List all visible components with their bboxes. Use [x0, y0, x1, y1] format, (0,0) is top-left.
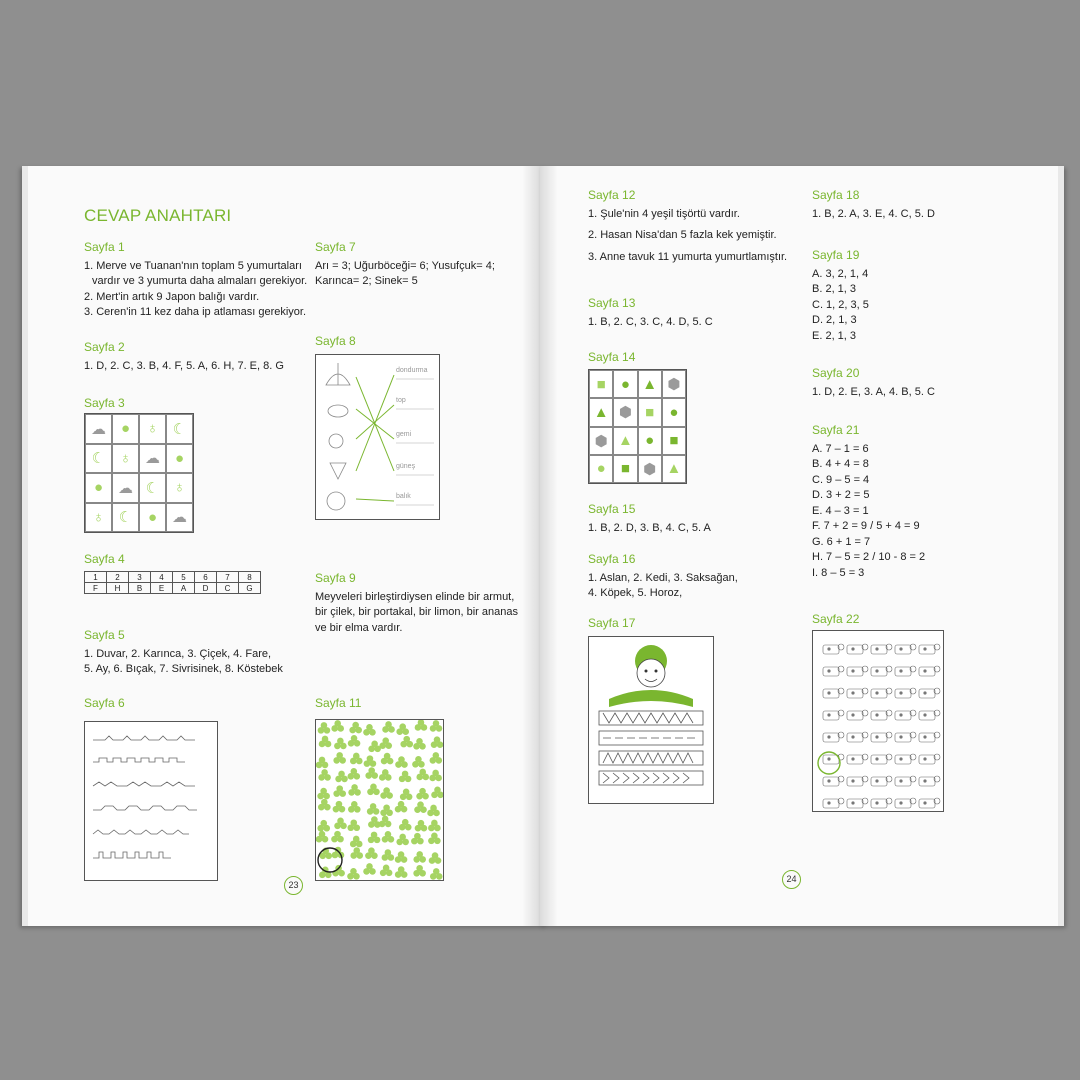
page-number: 24	[782, 870, 801, 889]
sayfa5-label: Sayfa 5	[84, 628, 125, 642]
sayfa13-section	[588, 296, 713, 330]
sayfa3-cell: ♁	[112, 444, 139, 474]
clover-shape	[318, 769, 331, 781]
sayfa13-label: Sayfa 13	[588, 296, 636, 310]
clover-shape	[367, 783, 380, 795]
sayfa1-line: 2. Mert'in artık 9 Japon balığı vardır.	[84, 290, 260, 303]
cow-shape	[871, 754, 892, 764]
sayfa3-cell: ☾	[112, 503, 139, 533]
sayfa7-section	[315, 240, 495, 290]
sayfa15-section	[588, 502, 711, 536]
sayfa20-section	[812, 366, 935, 400]
sayfa4-letter-cell: C	[217, 583, 239, 594]
cow-shape	[895, 644, 916, 654]
sayfa14-cell: ■	[638, 398, 662, 426]
cow-shape	[919, 776, 940, 786]
cow-shape	[823, 644, 844, 654]
sayfa16-section	[588, 552, 738, 602]
sayfa15-label: Sayfa 15	[588, 502, 636, 516]
clover-shape	[429, 770, 442, 782]
sayfa4-number-cell: 6	[195, 572, 217, 583]
clover-shape	[400, 789, 413, 801]
sayfa14-cell: ▲	[589, 398, 613, 426]
clover-shape	[365, 847, 378, 859]
clover-shape	[413, 865, 426, 877]
cow-shape	[895, 776, 916, 786]
cow-shape	[847, 710, 868, 720]
clover-shape	[400, 736, 413, 748]
sayfa17-label: Sayfa 17	[588, 616, 636, 630]
sayfa2-answer: 1. D, 2. C, 3. B, 4. F, 5. A, 6. H, 7. E, 8. G	[84, 359, 284, 372]
word-top: top	[396, 397, 406, 404]
sayfa1-line: vardır ve 3 yumurta daha almaları gerekiyor.	[92, 275, 308, 287]
clover-shape	[415, 820, 428, 832]
sayfa14-grid	[588, 369, 687, 484]
clover-shape	[331, 831, 344, 843]
cow-shape	[823, 732, 844, 742]
clover-shape	[318, 799, 331, 811]
clover-shape	[430, 720, 443, 732]
sayfa21-line: F. 7 + 2 = 9 / 5 + 4 = 9	[812, 520, 920, 532]
sayfa7-label: Sayfa 7	[315, 240, 356, 254]
clover-shape	[380, 865, 393, 877]
sayfa4-letter-cell: G	[239, 583, 261, 594]
clover-shape	[335, 771, 348, 783]
sayfa14-cell: ●	[613, 370, 637, 398]
sayfa20-answer: 1. D, 2. E, 3. A, 4. B, 5. C	[812, 385, 935, 398]
clover-shape	[368, 816, 381, 828]
clover-shape	[350, 836, 363, 848]
clover-shape	[333, 801, 346, 813]
sayfa5-line: 1. Duvar, 2. Karınca, 3. Çiçek, 4. Fare,	[84, 647, 272, 660]
sayfa3-cell: ☁	[112, 473, 139, 503]
clover-shape	[319, 736, 332, 748]
cow-shape	[847, 754, 868, 764]
sayfa12-label: Sayfa 12	[588, 188, 636, 202]
sayfa19-line: B. 2, 1, 3	[812, 283, 857, 295]
sayfa3-cell: ☁	[85, 414, 112, 444]
clover-shape	[428, 820, 441, 832]
sayfa4-letter-cell: A	[173, 583, 195, 594]
page-number: 23	[284, 876, 303, 895]
sayfa14-section	[588, 350, 635, 369]
clover-shape	[348, 735, 361, 747]
clover-shape	[411, 833, 424, 845]
clover-shape	[399, 819, 412, 831]
clover-shape	[431, 736, 443, 748]
sayfa9-label: Sayfa 9	[315, 571, 356, 585]
clover-shape	[416, 769, 429, 781]
clover-shape	[396, 723, 409, 735]
sayfa11-clover-image	[315, 719, 444, 881]
clover-shape	[368, 741, 381, 753]
clover-shape	[427, 805, 440, 817]
clover-shape	[318, 722, 331, 734]
sayfa21-line: B. 4 + 4 = 8	[812, 458, 869, 470]
clover-shape	[413, 851, 426, 863]
sayfa2-section	[84, 340, 284, 374]
sayfa12-line: 1. Şule'nin 4 yeşil tişörtü vardır.	[588, 207, 740, 220]
sayfa1-line: 3. Ceren'in 11 kez daha ip atlaması gerekiyor.	[84, 306, 307, 318]
clover-shape	[347, 819, 360, 831]
cow-shape	[847, 732, 868, 742]
clover-shape	[382, 849, 395, 861]
sayfa5-line: 5. Ay, 6. Bıçak, 7. Sivrisinek, 8. Köstebek	[84, 663, 283, 675]
sayfa3-section	[84, 396, 125, 415]
word-dondurma: dondurma	[396, 367, 428, 374]
sayfa8-matching-image	[315, 354, 440, 520]
sayfa13-answer: 1. B, 2. C, 3. C, 4. D, 5. C	[588, 315, 713, 328]
sayfa4-number-cell: 2	[107, 572, 129, 583]
cow-shape	[847, 666, 868, 676]
sayfa7-line: Karınca= 2; Sinek= 5	[315, 275, 418, 287]
sayfa4-number-cell: 1	[85, 572, 107, 583]
clover-shape	[350, 753, 363, 765]
clover-shape	[415, 720, 428, 731]
cow-shape	[895, 666, 916, 676]
cow-shape	[919, 754, 940, 764]
sayfa14-cell: ■	[589, 370, 613, 398]
page-title: CEVAP ANAHTARI	[84, 206, 232, 225]
sayfa21-section	[812, 423, 925, 581]
cow-shape	[919, 710, 940, 720]
cow-shape	[895, 732, 916, 742]
word-gemi: gemi	[396, 431, 412, 438]
cow-shape	[895, 798, 916, 808]
cow-shape	[871, 776, 892, 786]
sayfa14-cell: ⬢	[638, 455, 662, 483]
sayfa3-grid	[84, 413, 194, 533]
sayfa16-line: 4. Köpek, 5. Horoz,	[588, 587, 683, 599]
sayfa9-section	[315, 571, 518, 636]
sayfa3-cell: ●	[139, 503, 166, 533]
clover-shape	[333, 785, 346, 797]
clover-shape	[395, 756, 408, 768]
sayfa4-label: Sayfa 4	[84, 552, 125, 566]
clover-shape	[382, 831, 395, 843]
sayfa3-cell: ●	[85, 473, 112, 503]
sayfa16-line: 1. Aslan, 2. Kedi, 3. Saksağan,	[588, 571, 738, 584]
clover-shape	[379, 816, 392, 828]
cow-shape	[895, 688, 916, 698]
cow-shape	[823, 754, 844, 764]
clover-shape	[368, 832, 381, 844]
sayfa19-line: D. 2, 1, 3	[812, 314, 857, 326]
clover-shape	[316, 831, 328, 843]
clover-shape	[316, 757, 328, 769]
word-gunes: güneş	[396, 463, 416, 470]
cow-shape	[823, 666, 844, 676]
cow-shape	[919, 688, 940, 698]
sayfa20-label: Sayfa 20	[812, 366, 860, 380]
cow-shape	[919, 644, 940, 654]
sayfa3-cell: ☁	[139, 444, 166, 474]
clover-shape	[414, 801, 427, 813]
sayfa19-line: E. 2, 1, 3	[812, 329, 857, 342]
clover-shape	[379, 737, 392, 749]
clover-shape	[379, 769, 392, 781]
clover-shape	[395, 851, 408, 863]
clover-shape	[348, 768, 361, 780]
sayfa14-cell: ■	[662, 427, 686, 455]
clover-shape	[367, 803, 380, 815]
sayfa21-line: C. 9 – 5 = 4	[812, 473, 870, 486]
sayfa8-section	[315, 334, 356, 353]
sayfa16-label: Sayfa 16	[588, 552, 636, 566]
clover-shape	[363, 724, 376, 736]
sayfa14-cell: ▲	[662, 455, 686, 483]
sayfa19-label: Sayfa 19	[812, 248, 860, 262]
clover-shape	[350, 847, 363, 859]
sayfa3-label: Sayfa 3	[84, 396, 125, 410]
clover-shape	[416, 788, 429, 800]
sayfa14-cell: ●	[589, 455, 613, 483]
clover-shape	[333, 752, 346, 764]
sayfa12-line: 2. Hasan Nisa'dan 5 fazla kek yemiştir.	[588, 229, 777, 241]
sayfa14-cell: ⬢	[662, 370, 686, 398]
clover-shape	[331, 720, 344, 732]
cow-shape	[895, 710, 916, 720]
sayfa3-cell: ♁	[85, 503, 112, 533]
sayfa6-pattern-image	[84, 721, 218, 881]
sayfa21-line: A. 7 – 1 = 6	[812, 442, 869, 455]
sayfa3-cell: ☾	[166, 414, 193, 444]
clover-shape	[399, 771, 412, 783]
word-balik: balık	[396, 493, 411, 500]
clover-shape	[380, 787, 393, 799]
answer-circle	[318, 848, 342, 872]
clover-shape	[428, 832, 441, 844]
sayfa21-line: E. 4 – 3 = 1	[812, 504, 869, 517]
sayfa22-label: Sayfa 22	[812, 612, 860, 626]
sayfa18-answer: 1. B, 2. A, 3. E, 4. C, 5. D	[812, 207, 935, 220]
right-page	[540, 166, 1064, 926]
cow-shape	[919, 666, 940, 676]
sayfa9-line: ve bir elma vardır.	[315, 621, 403, 634]
sayfa19-line: C. 1, 2, 3, 5	[812, 298, 869, 311]
sayfa3-cell: ●	[166, 444, 193, 474]
sayfa14-cell: ■	[613, 455, 637, 483]
sayfa4-letter-cell: F	[85, 583, 107, 594]
clover-shape	[431, 787, 443, 799]
cow-shape	[871, 798, 892, 808]
cow-shape	[871, 732, 892, 742]
sayfa3-cell: ☁	[166, 503, 193, 533]
sayfa3-cell: ☾	[85, 444, 112, 474]
sayfa9-line: Meyveleri birleştirdiysen elinde bir armut,	[315, 590, 515, 603]
clover-shape	[381, 753, 394, 765]
sayfa14-cell: ▲	[638, 370, 662, 398]
clover-shape	[317, 820, 330, 832]
sayfa22-section	[812, 612, 859, 631]
sayfa5-section	[84, 628, 283, 678]
sayfa1-label: Sayfa 1	[84, 240, 125, 254]
sayfa4-letter-cell: D	[195, 583, 217, 594]
clover-shape	[382, 721, 395, 733]
book-gutter	[522, 166, 558, 926]
clover-shape	[349, 722, 362, 734]
clover-shape	[364, 755, 377, 767]
sayfa3-cell: ☾	[139, 473, 166, 503]
sayfa21-line: I. 8 – 5 = 3	[812, 566, 865, 579]
sayfa21-line: D. 3 + 2 = 5	[812, 489, 870, 501]
clover-shape	[429, 852, 442, 864]
sayfa14-cell: ▲	[613, 427, 637, 455]
sayfa1-line: 1. Merve ve Tuanan'nın toplam 5 yumurtaları	[84, 259, 302, 272]
clover-shape	[412, 756, 425, 768]
sayfa14-cell: ⬢	[589, 427, 613, 455]
clover-shape	[396, 834, 409, 846]
sayfa15-answer: 1. B, 2. D, 3. B, 4. C, 5. A	[588, 521, 711, 534]
sayfa17-scarf-image	[588, 636, 714, 804]
cow-shape	[919, 732, 940, 742]
sayfa4-table	[84, 571, 261, 594]
sayfa14-cell: ⬢	[613, 398, 637, 426]
cow-shape	[823, 798, 844, 808]
sayfa1-section	[84, 240, 308, 321]
sayfa7-line: Arı = 3; Uğurböceği= 6; Yusufçuk= 4;	[315, 259, 495, 272]
cow-shape	[823, 710, 844, 720]
cow-shape	[823, 688, 844, 698]
sayfa6-section	[84, 696, 125, 715]
sayfa22-cow-image	[812, 630, 944, 812]
sayfa17-section	[588, 616, 635, 635]
cow-shape	[919, 798, 940, 808]
cow-shape	[895, 754, 916, 764]
cow-shape	[847, 644, 868, 654]
sayfa4-number-cell: 5	[173, 572, 195, 583]
sayfa4-letter-cell: H	[107, 583, 129, 594]
sayfa4-number-cell: 3	[129, 572, 151, 583]
clover-shape	[348, 801, 361, 813]
clover-shape	[413, 738, 426, 750]
clover-shape	[348, 784, 361, 796]
sayfa19-section	[812, 248, 869, 344]
sayfa3-cell: ♁	[139, 414, 166, 444]
cow-shape	[871, 710, 892, 720]
sayfa4-number-cell: 4	[151, 572, 173, 583]
clover-shape	[395, 866, 408, 878]
sayfa6-label: Sayfa 6	[84, 696, 125, 710]
sayfa4-letter-cell: B	[129, 583, 151, 594]
sayfa18-section	[812, 188, 935, 222]
sayfa2-label: Sayfa 2	[84, 340, 125, 354]
sayfa12-section	[588, 188, 787, 265]
sayfa14-label: Sayfa 14	[588, 350, 636, 364]
clover-shape	[365, 767, 378, 779]
sayfa21-line: G. 6 + 1 = 7	[812, 535, 871, 548]
clover-shape	[380, 804, 393, 816]
clover-shape	[363, 863, 376, 875]
sayfa4-number-cell: 7	[217, 572, 239, 583]
cow-shape	[847, 776, 868, 786]
sayfa14-cell: ●	[662, 398, 686, 426]
sayfa3-cell: ●	[112, 414, 139, 444]
sayfa4-letter-cell: E	[151, 583, 173, 594]
left-page	[22, 166, 546, 926]
cow-shape	[871, 666, 892, 676]
clover-shape	[430, 752, 443, 764]
clover-shape	[334, 738, 347, 750]
sayfa18-label: Sayfa 18	[812, 188, 860, 202]
sayfa4-number-cell: 8	[239, 572, 261, 583]
sayfa11-section	[315, 696, 361, 715]
cow-shape	[871, 688, 892, 698]
sayfa4-section	[84, 552, 125, 571]
cow-shape	[847, 798, 868, 808]
cow-shape	[871, 644, 892, 654]
sayfa11-label: Sayfa 11	[315, 696, 362, 710]
clover-shape	[430, 868, 443, 880]
cow-shape	[847, 688, 868, 698]
sayfa8-label: Sayfa 8	[315, 334, 356, 348]
clover-shape	[317, 788, 330, 800]
sayfa12-line: 3. Anne tavuk 11 yumurta yumurtlamıştır.	[588, 250, 788, 263]
sayfa21-label: Sayfa 21	[812, 423, 860, 437]
open-book	[22, 166, 1058, 926]
cow-shape	[823, 776, 844, 786]
sayfa21-line: H. 7 – 5 = 2 / 10 - 8 = 2	[812, 551, 926, 563]
clover-shape	[347, 868, 360, 880]
clover-shape	[334, 818, 347, 830]
sayfa19-line: A. 3, 2, 1, 4	[812, 267, 869, 280]
sayfa9-line: bir çilek, bir portakal, bir limon, bir ananas	[315, 606, 518, 618]
clover-shape	[395, 801, 408, 813]
sayfa14-cell: ●	[638, 427, 662, 455]
sayfa3-cell: ♁	[166, 473, 193, 503]
